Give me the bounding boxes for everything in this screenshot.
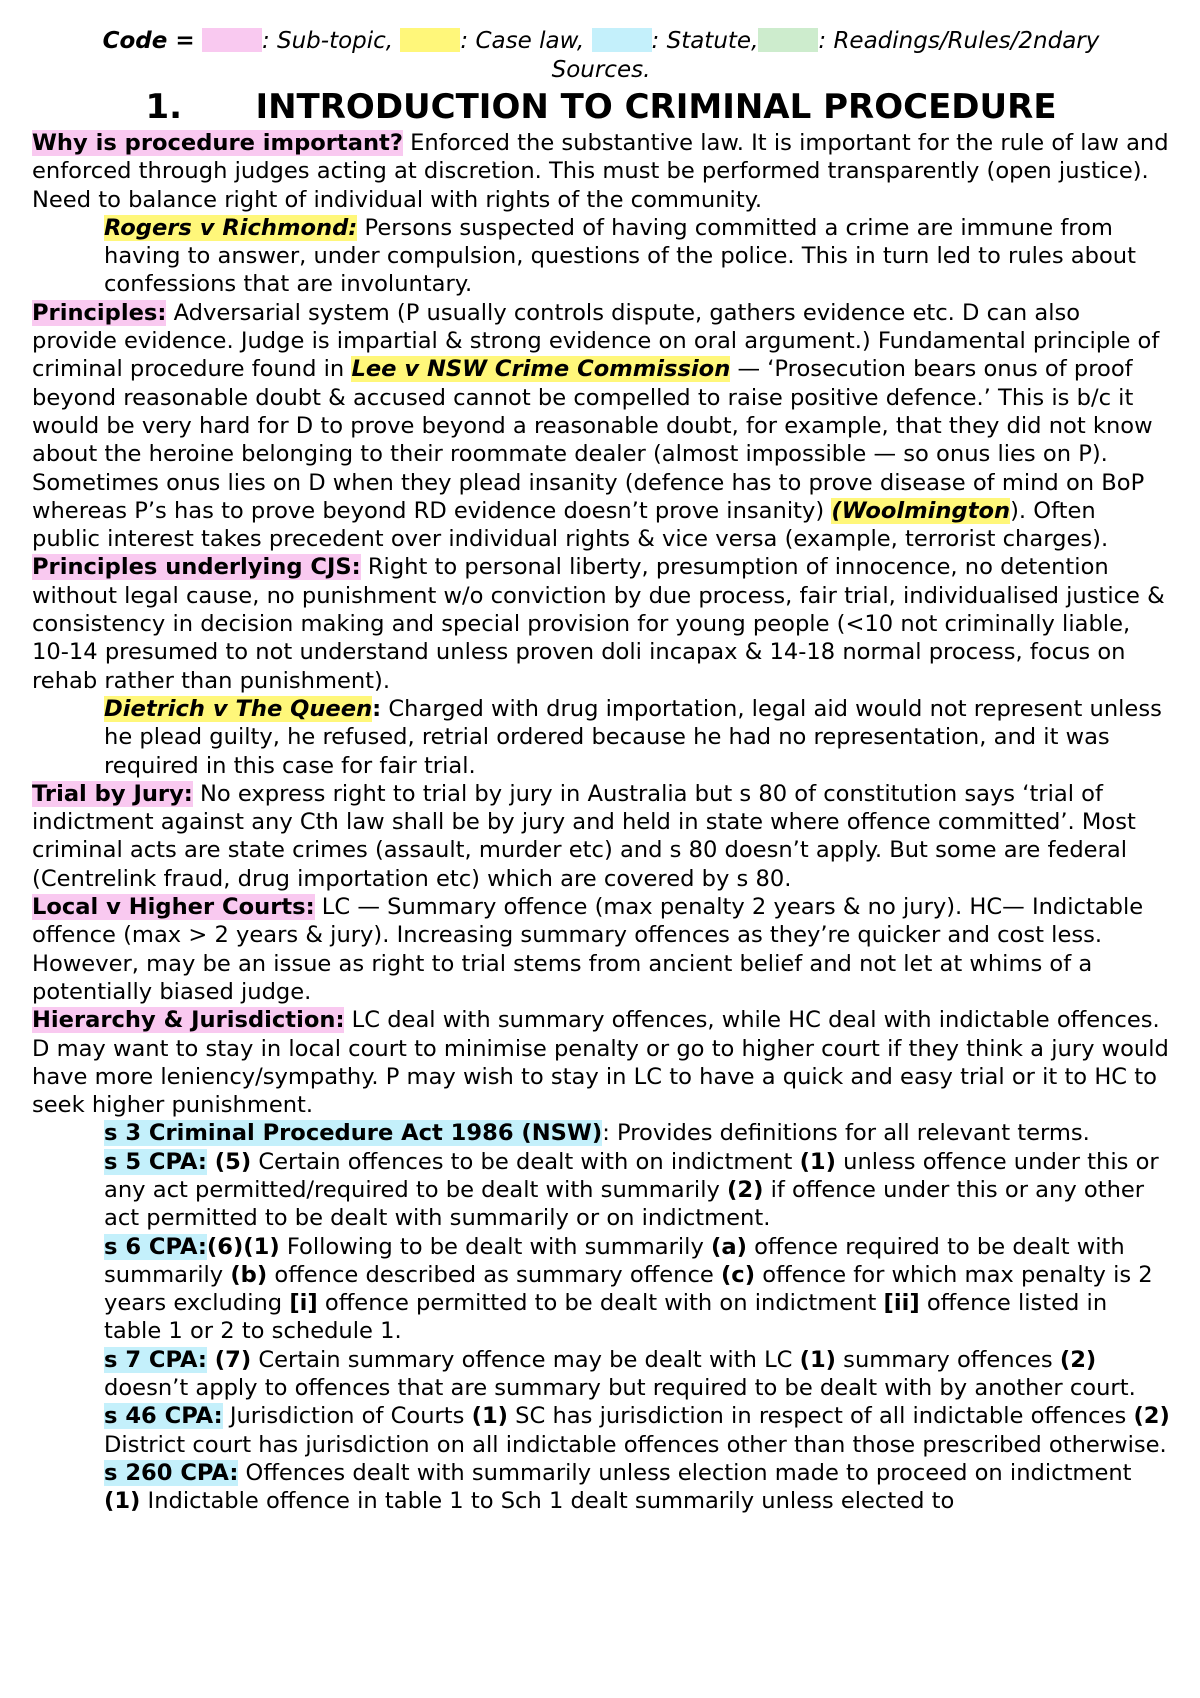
case-rogers-v-richmond: [32, 214, 1170, 299]
statute-name: s 46 CPA:: [104, 1403, 223, 1430]
para-text: Jurisdiction of Courts: [222, 1403, 472, 1430]
para-text: — ‘Prosecution bears onus of proof beyond reasonable doubt & accused cannot be compelled to raise positive defence.’ This is b/c it would be very hard for D to prove beyond a reasonable doubt, for example, that they did not know about the heroine belonging to their roommate dealer (almost impossible — so onus lies on P). Sometimes onus lies on D when they plead insanity (defence has to prove disease of mind on BoP whereas P’s has to prove beyond RD evidence doesn’t prove insanity): [32, 356, 1153, 524]
clause-marker: (6)(1): [206, 1233, 280, 1260]
chapter-number: 1.: [145, 87, 183, 127]
statute-s5: [32, 1148, 1170, 1233]
para-text: doesn’t apply to offences that are summary but required to be dealt with by another court.: [104, 1375, 1136, 1402]
para-text: offence permitted to be dealt with on indictment: [317, 1290, 884, 1317]
statute-name: s 3 Criminal Procedure Act 1986 (NSW): [104, 1120, 603, 1147]
para-text: : Provides definitions for all relevant terms.: [602, 1120, 1090, 1147]
chapter-title: [32, 87, 1170, 127]
statute-s3: [32, 1119, 1170, 1147]
para-text: No express right to trial by jury in Australia but s 80 of constitution says ‘trial of indictment against any Cth law shall be by jury and held in state where offence committed’. Most criminal acts are state crimes (assault, murder etc) and s 80 doesn’t apply. But some are federal (Centrelink fraud, drug importation etc) which are covered by s 80.: [32, 780, 1136, 892]
case-colon: :: [372, 695, 382, 722]
clause-marker: (1): [471, 1403, 508, 1430]
clause-marker: (c): [720, 1261, 756, 1288]
para-text: Persons suspected of having committed a crime are immune from having to answer, under compulsion, questions of the police. This in turn led to rules about confessions that are involuntary.: [104, 214, 1136, 298]
para-text: LC — Summary offence (max penalty 2 years & no jury). HC— Indictable offence (max > 2 years & jury). Increasing summary offences as they’re quicker and cost less. However, may be an issue as right to trial stems from ancient belief and not let at whims of a potentially biased judge.: [32, 894, 1144, 1005]
case-dietrich: [32, 695, 1170, 780]
statute-swatch: [592, 28, 652, 52]
subtopic-heading: Local v Higher Courts:: [32, 894, 315, 921]
para-text: District court has jurisdiction on all indictable offences other than those prescribed otherwise.: [104, 1431, 1167, 1458]
legend-statute: : Statute,: [651, 28, 759, 54]
para-text: summary offences: [836, 1346, 1060, 1373]
para-hierarchy: [32, 1006, 1170, 1119]
statute-name: s 260 CPA:: [104, 1459, 239, 1486]
para-text: LC deal with summary offences, while HC deal with indictable offences. D may want to stay in local court to minimise penalty or go to higher court if they think a jury would have more leniency/sympathy. P may wish to stay in LC to have a quick and easy trial or it to HC to seek higher punishment.: [32, 1007, 1169, 1119]
clause-marker: (7): [206, 1346, 252, 1373]
subtopic-heading: Principles underlying CJS:: [32, 554, 361, 581]
statute-name: s 5 CPA:: [104, 1148, 207, 1175]
para-text: SC has jurisdiction in respect of all indictable offences: [508, 1403, 1134, 1430]
clause-marker: [ii]: [883, 1290, 920, 1317]
para-procedure-importance: [32, 129, 1170, 214]
legend-readings: : Readings/Rules/2ndary Sources.: [551, 28, 1100, 83]
clause-marker: (2): [1133, 1403, 1170, 1430]
para-text: Adversarial system (P usually controls dispute, gathers evidence etc. D can also provide evidence. Judge is impartial & strong evidence on oral argument.) Fundamental principle of criminal procedure found in: [32, 299, 1160, 383]
para-text: offence for which max penalty is 2 years excluding: [104, 1261, 1153, 1317]
para-text: Certain summary offence may be dealt with LC: [251, 1346, 800, 1373]
caselaw-swatch: [400, 28, 460, 52]
para-text: ). Often public interest takes precedent over individual rights & vice versa (example, terrorist charges).: [32, 497, 1109, 553]
para-text: offence listed in table 1 or 2 to schedule 1.: [104, 1290, 1108, 1345]
statute-s260: [32, 1459, 1170, 1516]
case-name: (Woolmington: [831, 497, 1011, 524]
statute-name: s 6 CPA:: [104, 1233, 207, 1260]
color-code-legend: [32, 27, 1170, 85]
case-name: Dietrich v The Queen: [104, 695, 373, 722]
para-text: Indictable offence in table 1 to Sch 1 dealt summarily unless elected to: [140, 1488, 955, 1515]
clause-marker: (2): [1059, 1346, 1097, 1373]
readings-swatch: [758, 28, 818, 52]
para-text: Charged with drug importation, legal aid would not represent unless he plead guilty, he refused, retrial ordered because he had no representation, and it was required in this case for fair trial.: [104, 695, 1162, 779]
para-text: offence described as summary offence: [267, 1261, 721, 1288]
clause-marker: (2): [727, 1176, 764, 1203]
statute-s6: [32, 1233, 1170, 1346]
statute-name: s 7 CPA:: [104, 1346, 207, 1373]
subtopic-swatch: [202, 28, 262, 52]
para-text: Right to personal liberty, presumption of innocence, no detention without legal cause, no punishment w/o conviction by due process, fair trial, individualised justice & consistency in decision making and special provision for young people (<10 not criminally liable, 10-14 presumed to not understand unless proven doli incapax & 14-18 normal process, focus on rehab rather than punishment).: [32, 554, 1165, 694]
para-text: Following to be dealt with summarily: [279, 1233, 712, 1260]
para-text: Enforced the substantive law. It is important for the rule of law and enforced through judges acting at discretion. This must be performed transparently (open justice). Need to balance right of individual with rights of the community.: [32, 130, 1169, 213]
clause-marker: (1): [799, 1148, 836, 1175]
para-text: Offences dealt with summarily unless election made to proceed on indictment: [238, 1459, 1132, 1486]
case-name: Rogers v Richmond:: [104, 214, 358, 241]
clause-marker: (1): [799, 1346, 836, 1373]
para-trial-by-jury: [32, 780, 1170, 893]
subtopic-heading: Hierarchy & Jurisdiction:: [32, 1007, 345, 1034]
clause-marker: (a): [711, 1233, 747, 1260]
para-principles: [32, 299, 1170, 554]
statute-s7: [32, 1346, 1170, 1403]
chapter-heading: INTRODUCTION TO CRIMINAL PROCEDURE: [255, 87, 1057, 127]
statute-s46: [32, 1402, 1170, 1459]
clause-marker: [i]: [289, 1290, 318, 1317]
legend-caselaw: : Case law,: [460, 28, 585, 54]
subtopic-heading: Trial by Jury:: [32, 780, 193, 807]
case-name: Lee v NSW Crime Commission: [351, 356, 731, 383]
para-text: offence required to be dealt with summarily: [104, 1233, 1125, 1288]
para-text: unless offence under this or any act permitted/required to be dealt with summarily: [104, 1148, 1159, 1203]
para-text: Certain offences to be dealt with on indictment: [251, 1148, 800, 1175]
para-text: if offence under this or any other act permitted to be dealt with summarily or on indictment.: [104, 1176, 1145, 1232]
legend-code-label: Code =: [102, 28, 195, 54]
subtopic-heading: Why is procedure important?: [32, 130, 403, 156]
para-local-v-higher: [32, 893, 1170, 1006]
clause-marker: (1): [104, 1488, 141, 1515]
subtopic-heading: Principles:: [32, 299, 167, 326]
clause-marker: (b): [230, 1261, 268, 1288]
clause-marker: (5): [206, 1148, 252, 1175]
para-principles-cjs: [32, 553, 1170, 694]
legend-subtopic: : Sub-topic,: [261, 28, 394, 54]
